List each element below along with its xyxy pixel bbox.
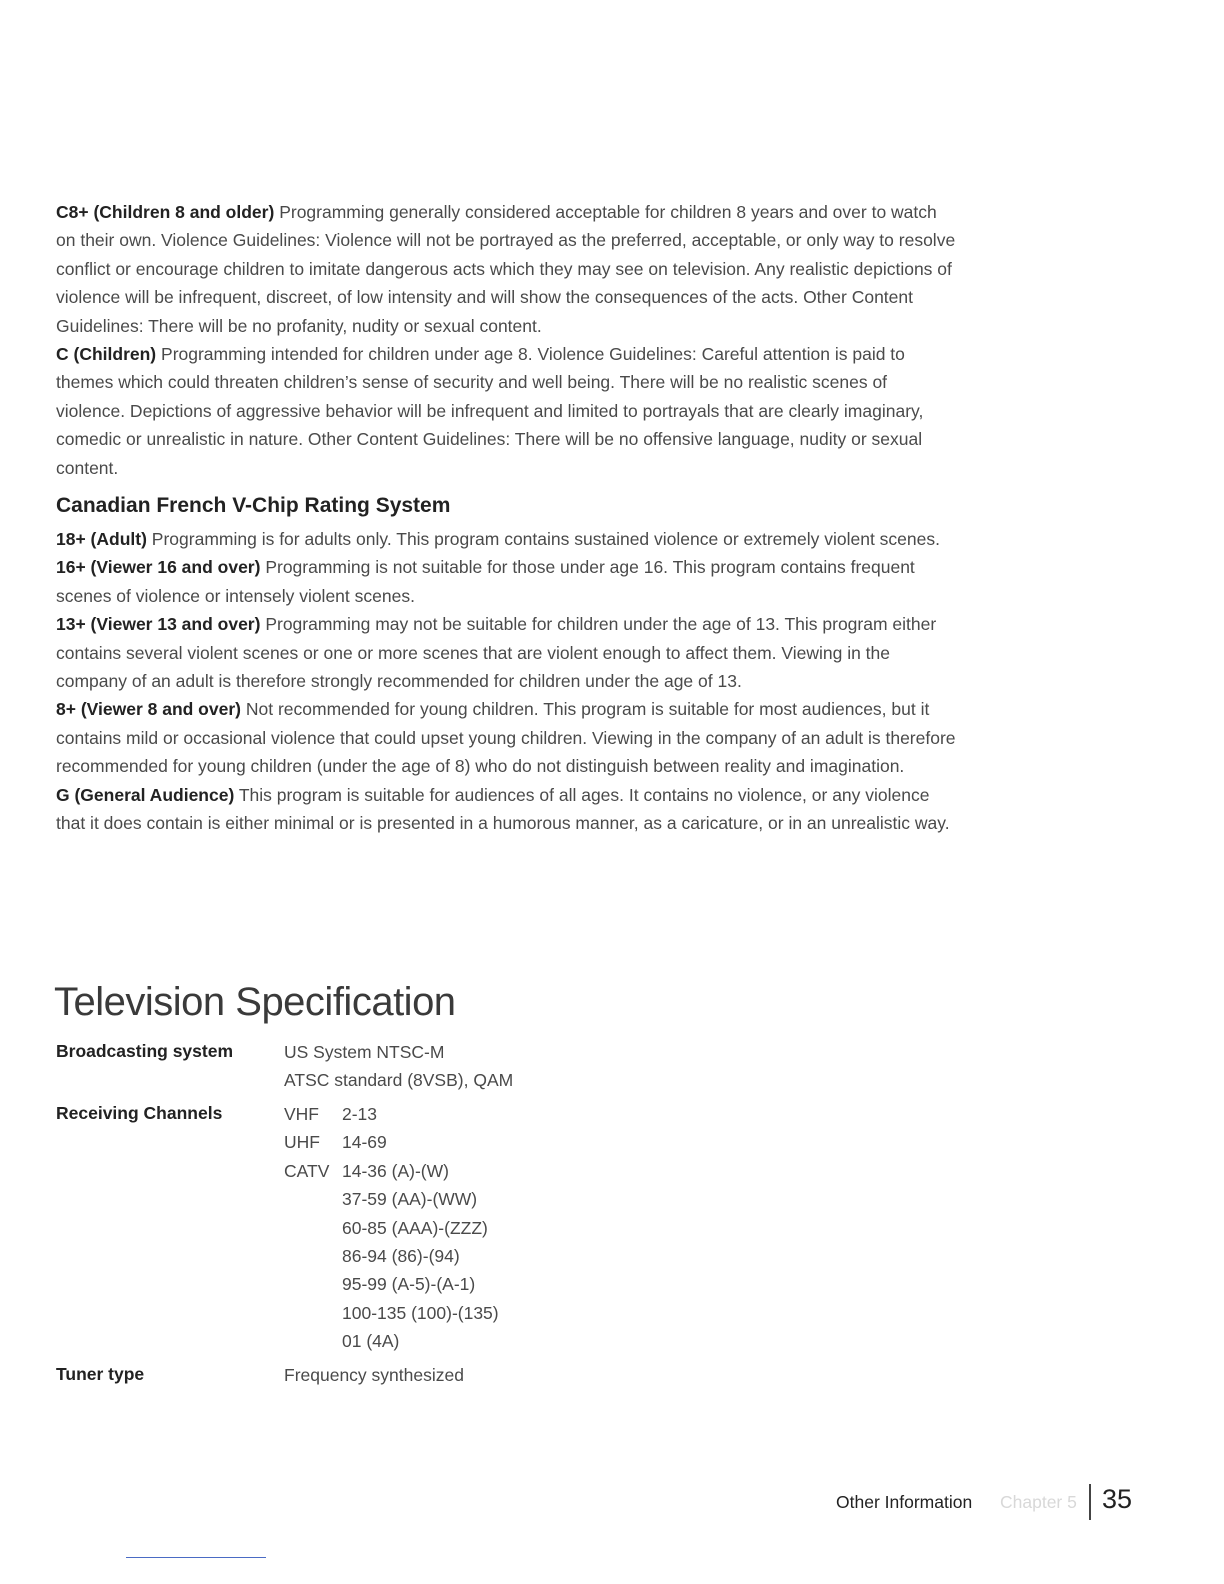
- channel-range: 86-94 (86)-(94): [342, 1246, 460, 1267]
- channel-row: [284, 1214, 499, 1242]
- canadian-french-ratings-section: [56, 525, 956, 837]
- rating-16plus: [56, 553, 956, 610]
- channel-range: 95-99 (A-5)-(A-1): [342, 1274, 476, 1295]
- channel-row: [284, 1157, 499, 1185]
- channel-range: 14-69: [342, 1132, 387, 1153]
- rating-8plus: [56, 695, 956, 780]
- tv-spec-title: Television Specification: [54, 980, 456, 1024]
- channel-range: 01 (4A): [342, 1331, 400, 1352]
- channel-band: UHF: [284, 1132, 320, 1153]
- channel-range: 60-85 (AAA)-(ZZZ): [342, 1217, 488, 1238]
- rating-description: Programming may not be suitable for children under the age of 13. This program either contains several violent scenes or one or more scenes that are violent enough to affect them. Viewing in the company of an adult is therefore strongly recommended for children under the age of 13.: [56, 614, 937, 692]
- footer-section-title: Other Information: [836, 1492, 973, 1512]
- rating-13plus: [56, 610, 956, 695]
- page-number: 35: [1102, 1484, 1133, 1514]
- receiving-channels-values: [284, 1100, 499, 1356]
- channel-row: [284, 1128, 499, 1156]
- tuner-type-value: Frequency synthesized: [284, 1365, 464, 1385]
- channel-range: 2-13: [342, 1104, 378, 1124]
- rating-term: 16+ (Viewer 16 and over): [56, 557, 261, 578]
- rating-description: Programming generally considered acceptable for children 8 years and over to watch on their own. Violence Guidelines: Violence will not be portrayed as the preferred, acceptable, or only way to resolve conflict or encourage children to imitate dangerous acts which they may see on television. Any realistic depictions of violence will be infrequent, discreet, of low intensity and will show the consequences of the acts. Other Content Guidelines: There will be no profanity, nudity or sexual content.: [56, 202, 956, 336]
- rating-term: C (Children): [56, 344, 157, 365]
- spec-line: ATSC standard (8VSB), QAM: [284, 1070, 514, 1091]
- channel-band: [284, 1214, 342, 1242]
- rating-term: G (General Audience): [56, 784, 235, 805]
- rating-term: 13+ (Viewer 13 and over): [56, 614, 261, 635]
- rating-term: C8+ (Children 8 and older): [56, 202, 275, 222]
- rating-description: Not recommended for young children. This program is suitable for most audiences, but it contains mild or occasional violence that could upset young children. Viewing in the company of an adult is therefore recommended for young children (under the age of 8) who do not distinguish between reality and imagination.: [56, 699, 956, 777]
- channel-band: [284, 1270, 342, 1298]
- footer-chapter: Chapter 5: [1000, 1492, 1077, 1512]
- canadian-french-heading: Canadian French V-Chip Rating System: [56, 494, 451, 517]
- rating-18plus: [56, 525, 956, 553]
- channel-band: [284, 1242, 342, 1270]
- rating-term: 8+ (Viewer 8 and over): [56, 699, 241, 720]
- channel-row: [284, 1100, 499, 1128]
- channel-range: 14-36 (A)-(W): [342, 1160, 449, 1181]
- receiving-channels-label: Receiving Channels: [56, 1103, 223, 1123]
- channel-band: VHF: [284, 1104, 319, 1124]
- corner-rule: [126, 1557, 266, 1558]
- channel-row: [284, 1242, 499, 1270]
- tuner-type-label: Tuner type: [56, 1364, 145, 1384]
- rating-c: [56, 340, 956, 482]
- channel-band: [284, 1327, 342, 1355]
- channel-row: [284, 1270, 499, 1298]
- spec-line: US System NTSC-M: [284, 1042, 445, 1062]
- rating-description: This program is suitable for audiences of all ages. It contains no violence, or any violence that it does contain is either minimal or is presented in a humorous manner, as a caricature, or in an unrealistic way.: [56, 784, 950, 834]
- channel-band: CATV: [284, 1160, 330, 1181]
- channel-range: 100-135 (100)-(135): [342, 1302, 499, 1323]
- footer-divider: [1089, 1484, 1091, 1520]
- channel-row: [284, 1327, 499, 1355]
- rating-description: Programming is not suitable for those under age 16. This program contains frequent scenes of violence or intensely violent scenes.: [56, 557, 915, 606]
- channel-row: [284, 1299, 499, 1327]
- rating-description: Programming is for adults only. This program contains sustained violence or extremely violent scenes.: [151, 529, 940, 549]
- broadcasting-system-values: [284, 1038, 513, 1095]
- english-ratings-section: [56, 198, 956, 482]
- rating-description: Programming intended for children under age 8. Violence Guidelines: Careful attention is paid to themes which could threaten children’s sense of security and well being. There will be no realistic scenes of violence. Depictions of aggressive behavior will be infrequent and limited to portrayals that are clearly imaginary, comedic or unrealistic in nature. Other Content Guidelines: There will be no offensive language, nudity or sexual content.: [56, 344, 924, 478]
- channel-row: [284, 1185, 499, 1213]
- rating-c8plus: [56, 198, 956, 340]
- channel-band: [284, 1185, 342, 1213]
- channel-band: [284, 1299, 342, 1327]
- rating-g: [56, 781, 956, 838]
- rating-term: 18+ (Adult): [56, 529, 147, 549]
- broadcasting-system-label: Broadcasting system: [56, 1041, 234, 1061]
- channel-range: 37-59 (AA)-(WW): [342, 1189, 478, 1210]
